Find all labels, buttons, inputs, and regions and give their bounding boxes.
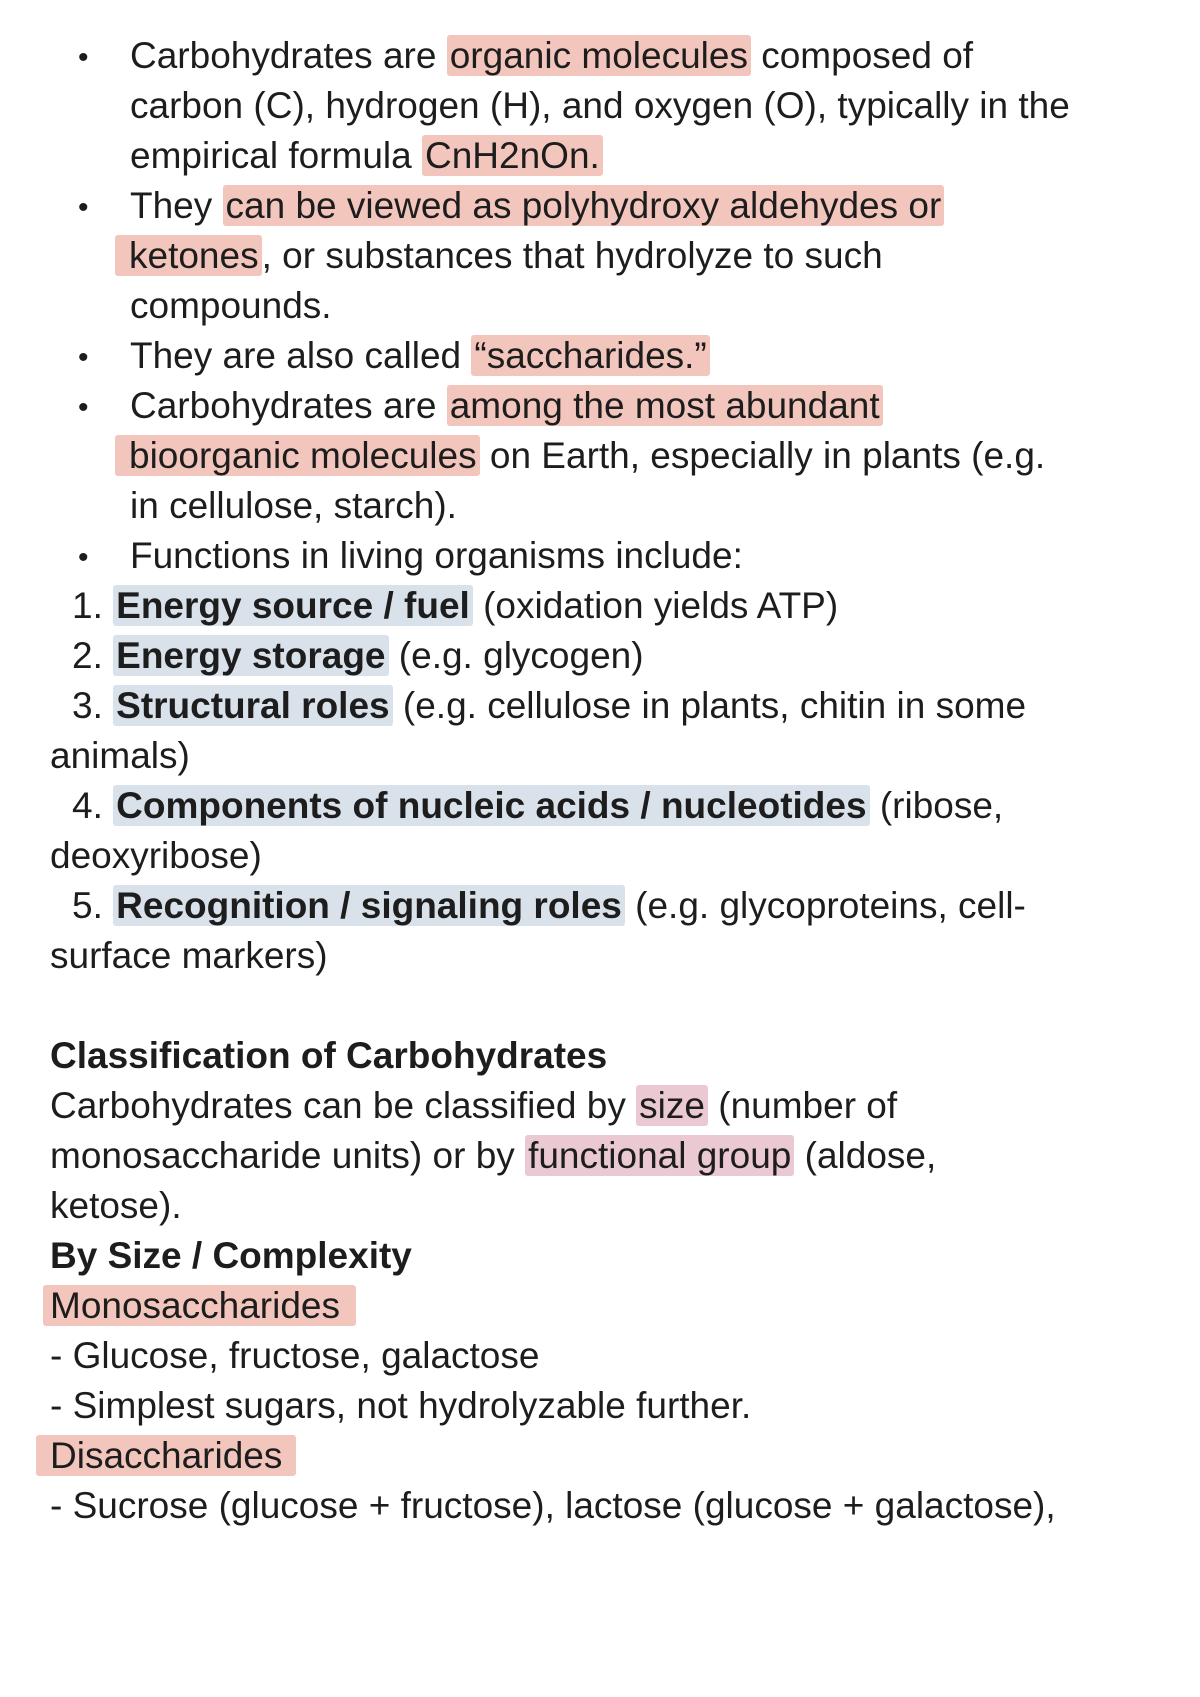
text: They (130, 185, 223, 226)
bullet-3-line-1 (130, 333, 710, 379)
item-number: 3. (72, 685, 103, 726)
bullet-2-line-2 (115, 233, 883, 279)
text: on Earth, especially in plants (e.g. (479, 435, 1046, 476)
text: Carbohydrates are (130, 35, 447, 76)
bullet-1-line-2: carbon (C), hydrogen (H), and oxygen (O), typically in the (130, 85, 1070, 126)
highlight-bioorganic: bioorganic molecules (115, 435, 480, 476)
classification-heading: Classification of Carbohydrates (50, 1035, 608, 1076)
item-number: 4. (72, 785, 103, 826)
disaccharides-title (36, 1433, 296, 1479)
item-number: 2. (72, 635, 103, 676)
text: Carbohydrates are (130, 385, 447, 426)
classification-p-line-3: ketose). (50, 1185, 182, 1226)
bullet-dot: • (78, 191, 89, 224)
by-size-subheading: By Size / Complexity (50, 1235, 412, 1276)
classification-p-line-2 (50, 1133, 936, 1179)
function-highlight: Structural roles (113, 685, 392, 726)
highlight-polyhydroxy: can be viewed as polyhydroxy aldehydes or (223, 185, 945, 226)
function-item-3-cont: animals) (50, 735, 190, 776)
bullet-4-line-2 (115, 433, 1045, 479)
function-highlight: Energy storage (113, 635, 388, 676)
highlight-disaccharides: Disaccharides (36, 1435, 296, 1476)
bullet-dot: • (78, 391, 89, 424)
highlight-most-abundant: among the most abundant (447, 385, 883, 426)
text: (e.g. glycogen) (388, 635, 644, 676)
bullet-dot: • (78, 541, 89, 574)
bullet-2-line-3: compounds. (130, 285, 332, 326)
highlight-monosaccharides: Monosaccharides (43, 1285, 356, 1326)
text: , or substances that hydrolyze to such (261, 235, 883, 276)
bullet-4-line-3: in cellulose, starch). (130, 485, 457, 526)
bullet-1-line-1 (130, 33, 973, 79)
item-number: 1. (72, 585, 103, 626)
item-number: 5. (72, 885, 103, 926)
text: (oxidation yields ATP) (472, 585, 839, 626)
highlight-organic-molecules: organic molecules (447, 35, 751, 76)
text: composed of (750, 35, 974, 76)
mono-item-2: - Simplest sugars, not hydrolyzable further. (50, 1385, 752, 1426)
bullet-4-line-1 (130, 383, 883, 429)
classification-p-line-1 (50, 1083, 897, 1129)
text: (ribose, (869, 785, 1004, 826)
bullet-dot: • (78, 41, 89, 74)
text: (e.g. cellulose in plants, chitin in some (392, 685, 1027, 726)
function-item-4 (72, 783, 1003, 829)
function-highlight: Recognition / signaling roles (113, 885, 625, 926)
bullet-1-line-3 (130, 133, 603, 179)
di-item-1: - Sucrose (glucose + fructose), lactose (glucose + galactose), (50, 1485, 1056, 1526)
function-highlight: Components of nucleic acids / nucleotides (113, 785, 869, 826)
highlight-ketones: ketones (115, 235, 262, 276)
text: (aldose, (794, 1135, 937, 1176)
text: (number of (707, 1085, 898, 1126)
function-item-5 (72, 883, 1026, 929)
text: Carbohydrates can be classified by (50, 1085, 637, 1126)
highlight-size: size (636, 1085, 708, 1126)
monosaccharides-title (43, 1283, 356, 1329)
text: empirical formula (130, 135, 422, 176)
function-item-5-cont: surface markers) (50, 935, 328, 976)
text: monosaccharide units) or by (50, 1135, 526, 1176)
text: (e.g. glycoproteins, cell- (624, 885, 1026, 926)
highlight-formula: CnH2nOn. (422, 135, 603, 176)
mono-item-1: - Glucose, fructose, galactose (50, 1335, 540, 1376)
highlight-functional-group: functional group (525, 1135, 794, 1176)
function-item-1 (72, 583, 838, 629)
function-item-4-cont: deoxyribose) (50, 835, 262, 876)
function-item-2 (72, 633, 644, 679)
bullet-5-line-1: Functions in living organisms include: (130, 535, 743, 576)
function-item-3 (72, 683, 1026, 729)
bullet-2-line-1 (130, 183, 944, 229)
function-highlight: Energy source / fuel (113, 585, 473, 626)
highlight-saccharides: “saccharides.” (471, 335, 709, 376)
text: They are also called (130, 335, 472, 376)
bullet-dot: • (78, 341, 89, 374)
